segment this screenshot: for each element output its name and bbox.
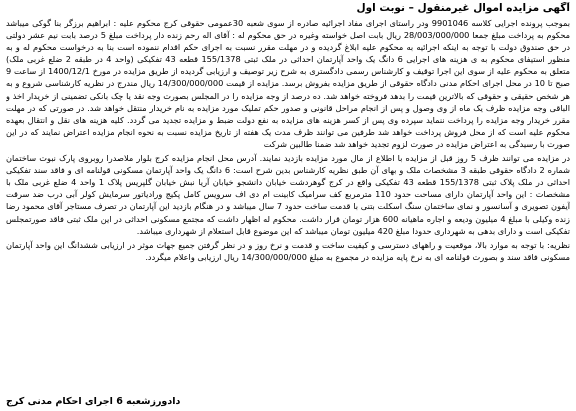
notice-paragraph-1: بموجب پرونده اجرایی کلاسه 9901046 ودر راستای اجرای مفاد اجرائیه صادره از سوی شعبه 30عمومی حقوقی کرج محکوم علیه : ابراهیم برزگر بنا گوکی میباشد محکوم به پرداخت مبلغ جمعا 28/003/000/000 ریال بابت اصل خواسته وغیره در حق محکوم له : آقای اله رحم زنده دار پرداخت مبلغ 5 درصد بابت نیم عشر دولتی در حق صندوق دولت با توجه به اینکه اجرائیه به محکوم علیه ابلاغ گردیده و در مهلت مقرر نسبت به اجرای حکم اقدام ننموده است بنا به درخواست محکوم له و به منظور استیفای محکوم به ی هزینه های اجرایی 6 دانگ یک واحد آپارتمان احداثی در ملک ثبتی 155/1378 قطعه 43 تفکیکی (واحد 4 در طبقه 2 ضلع غربی ملک) متعلق به محکوم علیه از سوی این اجرا توقیف و کارشناس رسمی دادگستری به شرح زیر توصیف و ارزیابی گردیده از طریق مزایده در مورخ 1400/12/1 از ساعت 9 صبح تا 10 در محل اجرای احکام مدنی دادگاه حقوقی از طریق مزایده بفروش برسد. مزایده از قیمت 14/300/000/000 ریال مندرج در نظریه کارشناسی شروع و به هر شخص حقیقی و حقوقی که بالاترین قیمت را بدهد فروخته خواهد شد. ده درصد از وجه مزایده را در المجلس بصورت وجه نقد یا چک بانکی تضمینی از خریدار اخذ و الباقی وجه مزایده ظرف یک ماه از وی وصول و پس از انجام مراحل قانونی و صدور حکم تملیک مورد مزایده به نام خریدار منتقل خواهد شد. در صورتی که در مهلت مقرر خریدار وجه مزایده را پرداخت ننماید سپرده وی پس از کسر هزینه های مزایده به نفع دولت ضبط و مزایده تجدید می گردد. کلیه هزینه های نقل و انتقال بعهده محکوم علیه است که از محل فروش پرداخت خواهد شد طرفین می توانند ظرف مدت یک هفته از تاریخ مزایده نسبت به نحوه انجام مزایده اعتراض نمایند که در این صورت با رسیدگی به اعتراض مزایده در صورت لزوم تجدید خواهد شد ضمنا طالبین شرکت <box>6 18 570 149</box>
notice-paragraph-3: نظریه: با توجه به موارد بالا، موقعیت و راههای دسترسی و کیفیت ساخت و قدمت و نرخ روز و در نظر گرفتن جمیع جهات موثر در ارزیابی ششدانگ این واحد آپارتمان مسکونی فاقد سند و بصورت قولنامه ای به نرخ پایه مزایده در مجموع به مبلغ 14/300/000/000 ریال ارزیابی واعلام میگردد. <box>6 239 570 262</box>
notice-title: آگهی مزایده اموال غیرمنقول – نوبت اول <box>356 2 570 14</box>
notice-paragraph-2: در مزایده می توانند ظرف 5 روز قبل از مزایده با اطلاع از مال مورد مزایده بازدید نمایند. آدرس محل انجام مزایده کرج بلوار ملاصدرا روبروی پارک نبوت ساختمان شماره 2 دادگاه حقوقی طبقه 3 مشخصات ملک و بهای آن طبق نظریه کارشناس بدین شرح است: 6 دانگ یک واحد آپارتمان مسکونی قولنامه ای و فاقد سند تفکیکی احداثی در ملک پلاک ثبتی 155/1378 قطعه 43 تفکیکی واقع در کرج گوهردشت خیابان دانشجو خیابان آریا نبش خیابان گلپریس پلاک 1 واحد 4 ضلع غربی ملک با مشخصات : این واحد آپارتمان دارای مساحت حدود 110 مترمربع کف سرامیک کابینت ام دی اف سرویس کامل پکیج ورادیاتور سرمایش کولر آبی درب ضد سرقت آیفون تصویری و آسانسور و نمای ساختمان سنگ اسکلت بتنی با قدمت ساخت حدود 7 سال میباشد و در هنگام بازدید این آپارتمان در تصرف مستاجر آقای محمود رضا زنده وکیلی با مبلغ 4 میلیون ودیعه و اجاره ماهیانه 600 هزار تومان قرار داشت. محکوم له اظهار داشت که مجتمع مسکونی احداثی در این ملک ثبتی فاقد صورتمجلس تفکیکی است و دارای بدهی به شهرداری حدودا مبلغ 420 میلیون تومان میباشد که این موضوع قابل استعلام از شهرداری میباشد. <box>6 153 570 236</box>
spacer <box>6 265 570 396</box>
notice-signature: دادورزشعبه 6 اجرای احکام مدنی کرج <box>6 396 181 407</box>
